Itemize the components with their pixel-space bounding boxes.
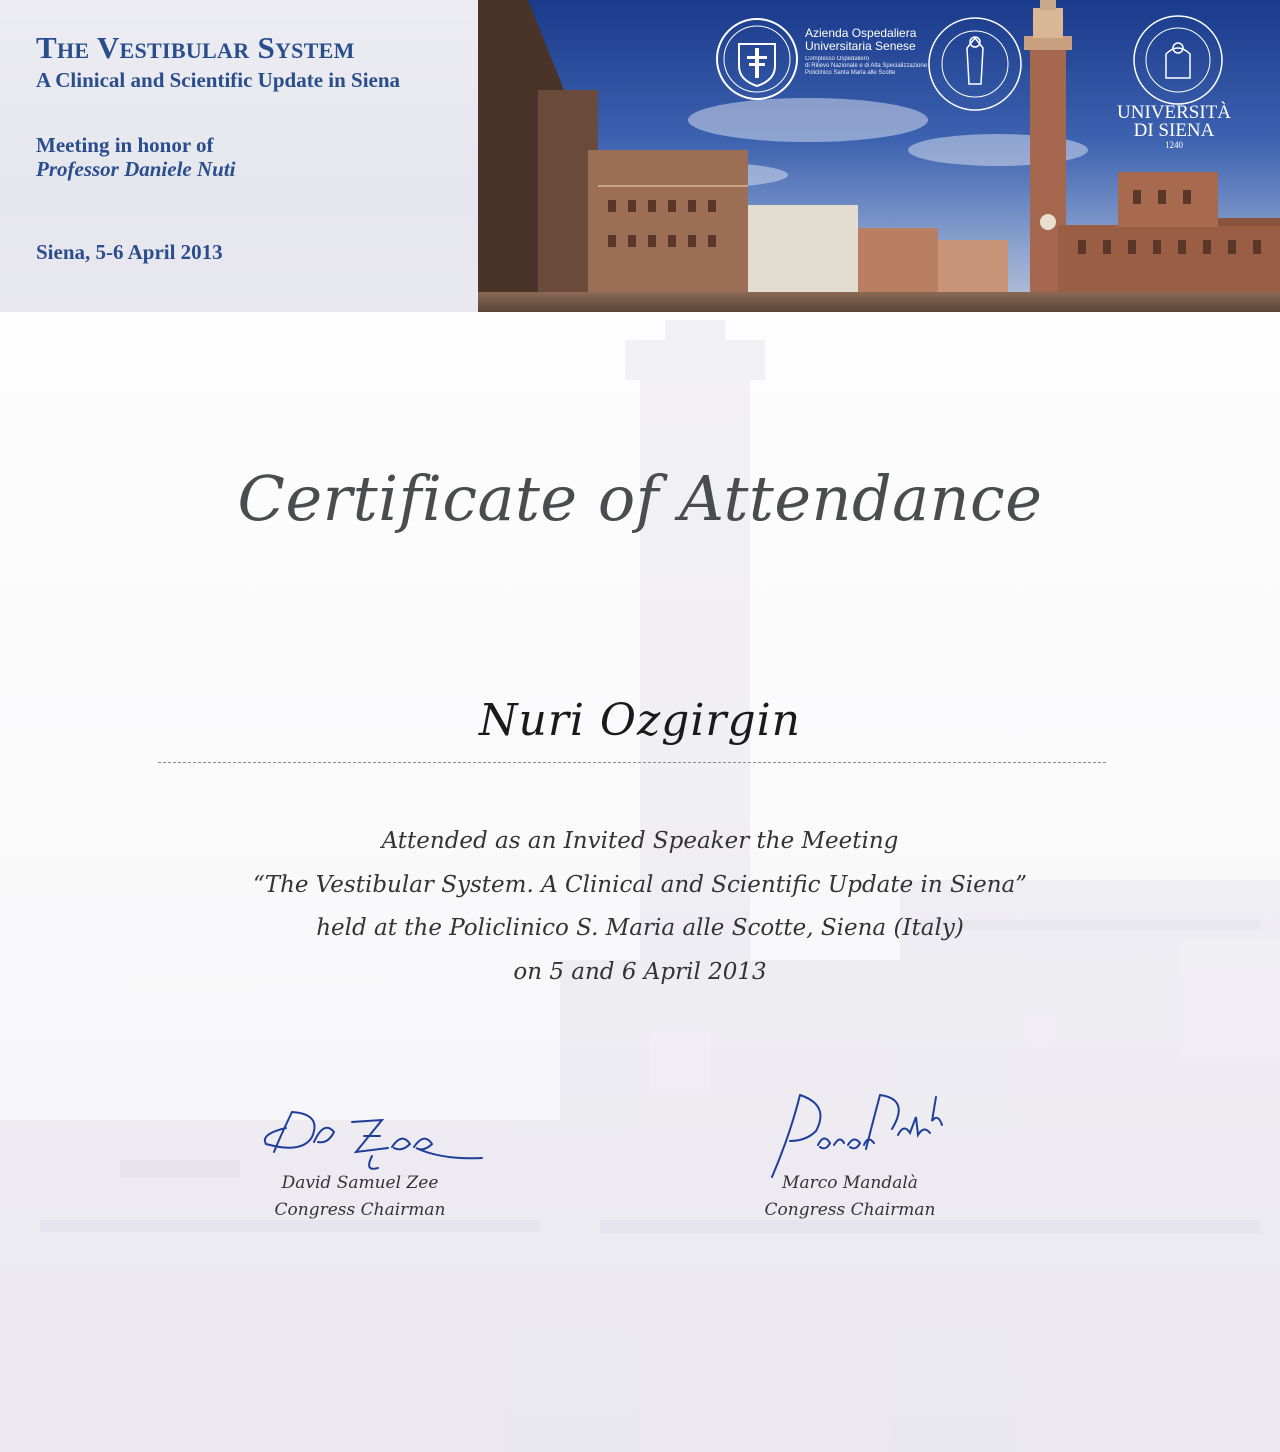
cross-shield-icon — [714, 16, 800, 102]
hospital-name-line-2: Universitaria Senese — [805, 39, 916, 53]
statement-line: held at the Policlinico S. Maria alle Scotte, Siena (Italy) — [316, 915, 964, 941]
hospital-detail-line-2: di Rilievo Nazionale e di Alta Specializzazione — [805, 63, 928, 69]
statement-line: Attended as an Invited Speaker the Meeting — [381, 828, 899, 854]
signature-zee — [252, 1092, 512, 1182]
statement-line: “The Vestibular System. A Clinical and Scientific Update in Siena” — [252, 871, 1028, 898]
honor-line: Meeting in honor of — [36, 133, 214, 157]
header-info-panel — [0, 0, 478, 312]
hospital-logo-detail — [805, 56, 927, 77]
signatory-role: Congress Chairman — [764, 1200, 936, 1220]
recipient-name: Nuri Ozgirgin — [478, 695, 802, 746]
hospital-detail-line-3: Policlinico Santa Maria alle Scotte — [805, 70, 896, 76]
honoree-name: Professor Daniele Nuti — [36, 157, 236, 181]
senarum-seal-icon — [925, 14, 1025, 114]
university-logo-name — [1110, 104, 1238, 150]
signatory-name: Marco Mandalà — [782, 1173, 918, 1193]
university-year: 1240 — [1165, 140, 1183, 150]
statement-line: on 5 and 6 April 2013 — [513, 958, 767, 985]
conference-title: The Vestibular System — [36, 30, 355, 65]
hospital-detail-line-1: Complesso Ospedaliero — [805, 56, 870, 62]
universita-di-siena-seal-icon — [1130, 12, 1226, 108]
hospital-logo-name — [805, 27, 916, 53]
signatory-role: Congress Chairman — [274, 1200, 446, 1220]
certificate-title: Certificate of Attendance — [237, 462, 1043, 535]
signatory-zee — [250, 1170, 470, 1224]
conference-subtitle: A Clinical and Scientific Update in Siena — [36, 68, 401, 92]
signatory-mandala — [740, 1170, 960, 1224]
name-underline — [158, 762, 1106, 763]
signatory-name: David Samuel Zee — [281, 1173, 439, 1193]
honor-text — [36, 133, 236, 181]
university-name-line-1: UNIVERSITÀ — [1117, 102, 1231, 123]
hospital-name-line-1: Azienda Ospedaliera — [805, 26, 917, 40]
attendance-statement — [0, 820, 1280, 994]
university-name-line-2: DI SIENA — [1133, 120, 1215, 141]
location-date: Siena, 5-6 April 2013 — [36, 240, 223, 264]
